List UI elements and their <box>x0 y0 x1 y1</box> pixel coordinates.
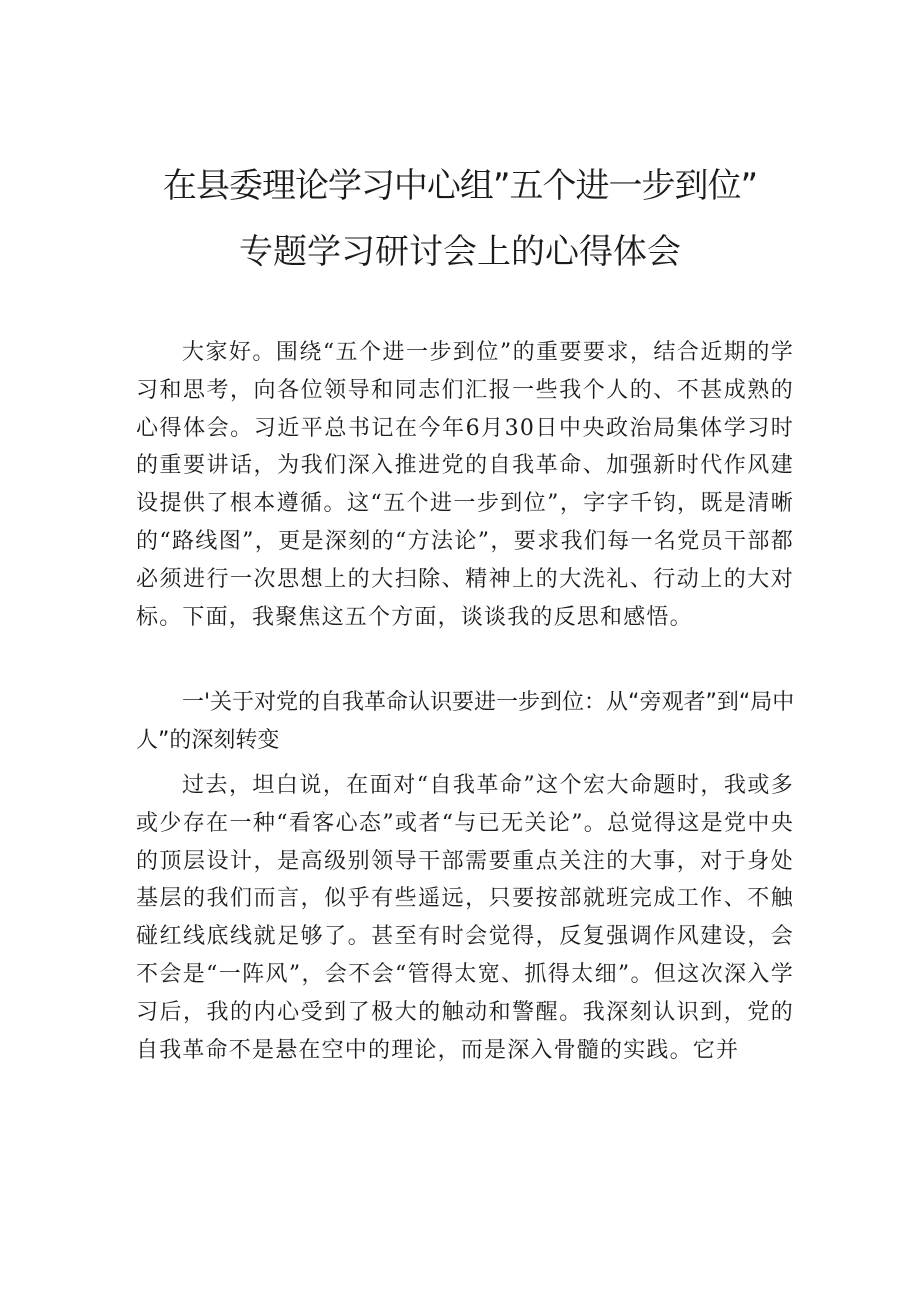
document-title-line-2: 专题学习研讨会上的心得体会 <box>239 232 681 272</box>
section-heading-1: 一'关于对党的自我革命认识要进一步到位：从“旁观者”到“局中人”的深刻转变 <box>136 690 795 753</box>
intro-paragraph: 大家好。围绕“五个进一步到位”的重要要求，结合近期的学习和思考，向各位领导和同志们汇报一些我个人的、不甚成熟的心得体会。习近平总书记在今年6月30日中央政治局集体学习时的重要讲话，为我们深入推进党的自我革命、加强新时代作风建设提供了根本遵循。这“五个进一步到位”，字字千钧，既是清晰的“路线图”，更是深刻的“方法论”，要求我们每一名党员干部都必须进行一次思想上的大扫除、精神上的大洗礼、行动上的大对标。下面，我聚焦这五个方面，谈谈我的反思和感悟。 <box>136 340 794 630</box>
section-1-paragraph: 过去，坦白说，在面对“自我革命”这个宏大命题时，我或多或少存在一种“看客心态”或者“与已无关论”。总觉得这是党中央的顶层设计，是高级别领导干部需要重点关注的大事，对于身处基层的我们而言，似乎有些遥远，只要按部就班完成工作、不触碰红线底线就足够了。甚至有时会觉得，反复强调作风建设，会不会是“一阵风”，会不会“管得太宽、抓得太细”。但这次深入学习后，我的内心受到了极大的触动和警醒。我深刻认识到，党的自我革命不是悬在空中的理论，而是深入骨髓的实践。它并 <box>136 773 794 1063</box>
document-title-line-1: 在县委理论学习中心组”五个进一步到位” <box>162 166 758 206</box>
